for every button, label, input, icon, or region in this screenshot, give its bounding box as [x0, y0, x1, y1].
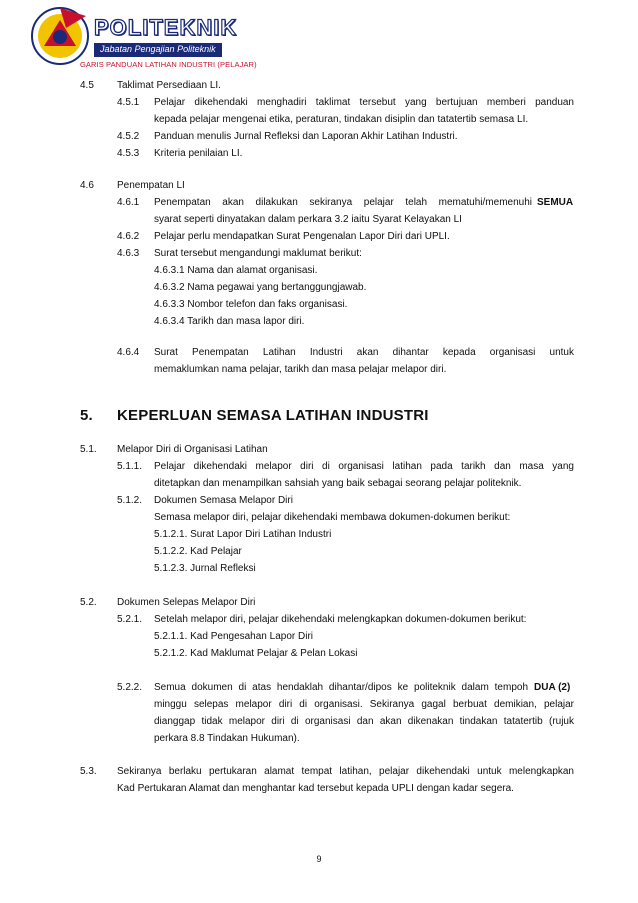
item-text: Surat tersebut mengandungi maklumat berikut:	[154, 248, 362, 259]
section-title: Taklimat Persediaan LI.	[117, 80, 221, 91]
item-text: perkara 8.8 Tindakan Hukuman).	[154, 733, 300, 744]
section-title: Melapor Diri di Organisasi Latihan	[117, 444, 268, 455]
bold-emphasis: SEMUA	[537, 197, 574, 208]
chapter-title: KEPERLUAN SEMASA LATIHAN INDUSTRI	[117, 407, 429, 424]
item-number: 4.6.1	[117, 197, 140, 208]
item-text: Panduan menulis Jurnal Refleksi dan Laporan Akhir Latihan Industri.	[154, 131, 458, 142]
brand-title: POLITEKNIK	[94, 15, 238, 40]
item-text: kepada pelajar mengenai etika, peraturan, tindakan disiplin dan tatatertib semasa LI.	[154, 114, 529, 125]
item-number: 4.5.2	[117, 131, 140, 142]
item-number: 4.5.1	[117, 97, 140, 108]
item-number: 4.6.4	[117, 347, 140, 358]
item-text: Penempatan akan dilakukan sekiranya pelajar telah mematuhi/memenuhi	[154, 197, 532, 208]
item-number: 4.5.3	[117, 148, 140, 159]
item-text: dianggap tidak melapor diri di organisasi dan akan dikenakan tindakan tatatertib (rujuk	[154, 716, 574, 727]
section-title: Dokumen Selepas Melapor Diri	[117, 597, 256, 608]
item-number: 4.6.2	[117, 231, 140, 242]
item-text: Semasa melapor diri, pelajar dikehendaki membawa dokumen-dokumen berikut:	[154, 512, 511, 523]
item-text: Kad Pertukaran Alamat dan menghantar kad tersebut kepada UPLI dengan kadar segera.	[117, 783, 514, 794]
section-number: 5.2.	[80, 597, 97, 608]
item-text: Dokumen Semasa Melapor Diri	[154, 495, 293, 506]
politeknik-logo-icon	[30, 6, 90, 66]
section-title: Penempatan LI	[117, 180, 185, 191]
sub-item: 4.6.3.3 Nombor telefon dan faks organisasi.	[154, 299, 348, 310]
item-number: 5.2.2.	[117, 682, 143, 693]
item-number: 5.1.1.	[117, 461, 143, 472]
item-text: syarat seperti dinyatakan dalam perkara 3.2 iaitu Syarat Kelayakan LI	[154, 214, 462, 225]
item-number: 4.6.3	[117, 248, 140, 259]
sub-item: 5.1.2.1. Surat Lapor Diri Latihan Industri	[154, 529, 332, 540]
chapter-number: 5.	[80, 407, 93, 424]
sub-item: 5.1.2.3. Jurnal Refleksi	[154, 563, 256, 574]
sub-item: 5.1.2.2. Kad Pelajar	[154, 546, 242, 557]
item-text: Pelajar dikehendaki melapor diri di organisasi latihan pada tarikh dan masa yang	[154, 461, 574, 472]
sub-item: 4.6.3.2 Nama pegawai yang bertanggungjawab.	[154, 282, 367, 293]
item-text: Pelajar dikehendaki menghadiri taklimat tersebut yang bertujuan memberi panduan	[154, 97, 574, 108]
item-text: Surat Penempatan Latihan Industri akan dihantar kepada organisasi untuk	[154, 347, 574, 358]
item-text: Kriteria penilaian LI.	[154, 148, 243, 159]
sub-item: 4.6.3.1 Nama dan alamat organisasi.	[154, 265, 318, 276]
section-number: 4.5	[80, 80, 94, 91]
section-number: 5.1.	[80, 444, 97, 455]
bold-emphasis: DUA (2)	[534, 682, 571, 693]
page-number: 9	[316, 854, 322, 864]
item-text: Sekiranya berlaku pertukaran alamat tempat latihan, pelajar dikehendaki untuk melengkapkan	[117, 766, 574, 777]
sub-item: 5.2.1.1. Kad Pengesahan Lapor Diri	[154, 631, 313, 642]
brand-block	[94, 17, 237, 57]
header-caption: GARIS PANDUAN LATIHAN INDUSTRI (PELAJAR)	[80, 60, 257, 69]
item-text: ditetapkan dan menampilkan sahsiah yang baik sebagai seorang pelajar politeknik.	[154, 478, 522, 489]
item-number: 5.1.2.	[117, 495, 143, 506]
item-text: minggu selepas melapor diri di organisasi. Sekiranya gagal berbuat demikian, pelajar	[154, 699, 574, 710]
sub-item: 4.6.3.4 Tarikh dan masa lapor diri.	[154, 316, 305, 327]
item-text: Semua dokumen di atas hendaklah dihantar/dipos ke politeknik dalam tempoh	[154, 682, 528, 693]
item-text: memaklumkan nama pelajar, tarikh dan masa pelajar melapor diri.	[154, 364, 447, 375]
item-number: 5.2.1.	[117, 614, 143, 625]
sub-item: 5.2.1.2. Kad Maklumat Pelajar & Pelan Lokasi	[154, 648, 358, 659]
section-number: 5.3.	[80, 766, 97, 777]
section-number: 4.6	[80, 180, 94, 191]
item-text: Setelah melapor diri, pelajar dikehendaki melengkapkan dokumen-dokumen berikut:	[154, 614, 527, 625]
item-text: Pelajar perlu mendapatkan Surat Pengenalan Lapor Diri dari UPLI.	[154, 231, 450, 242]
brand-subtitle: Jabatan Pengajian Politeknik	[94, 43, 222, 57]
